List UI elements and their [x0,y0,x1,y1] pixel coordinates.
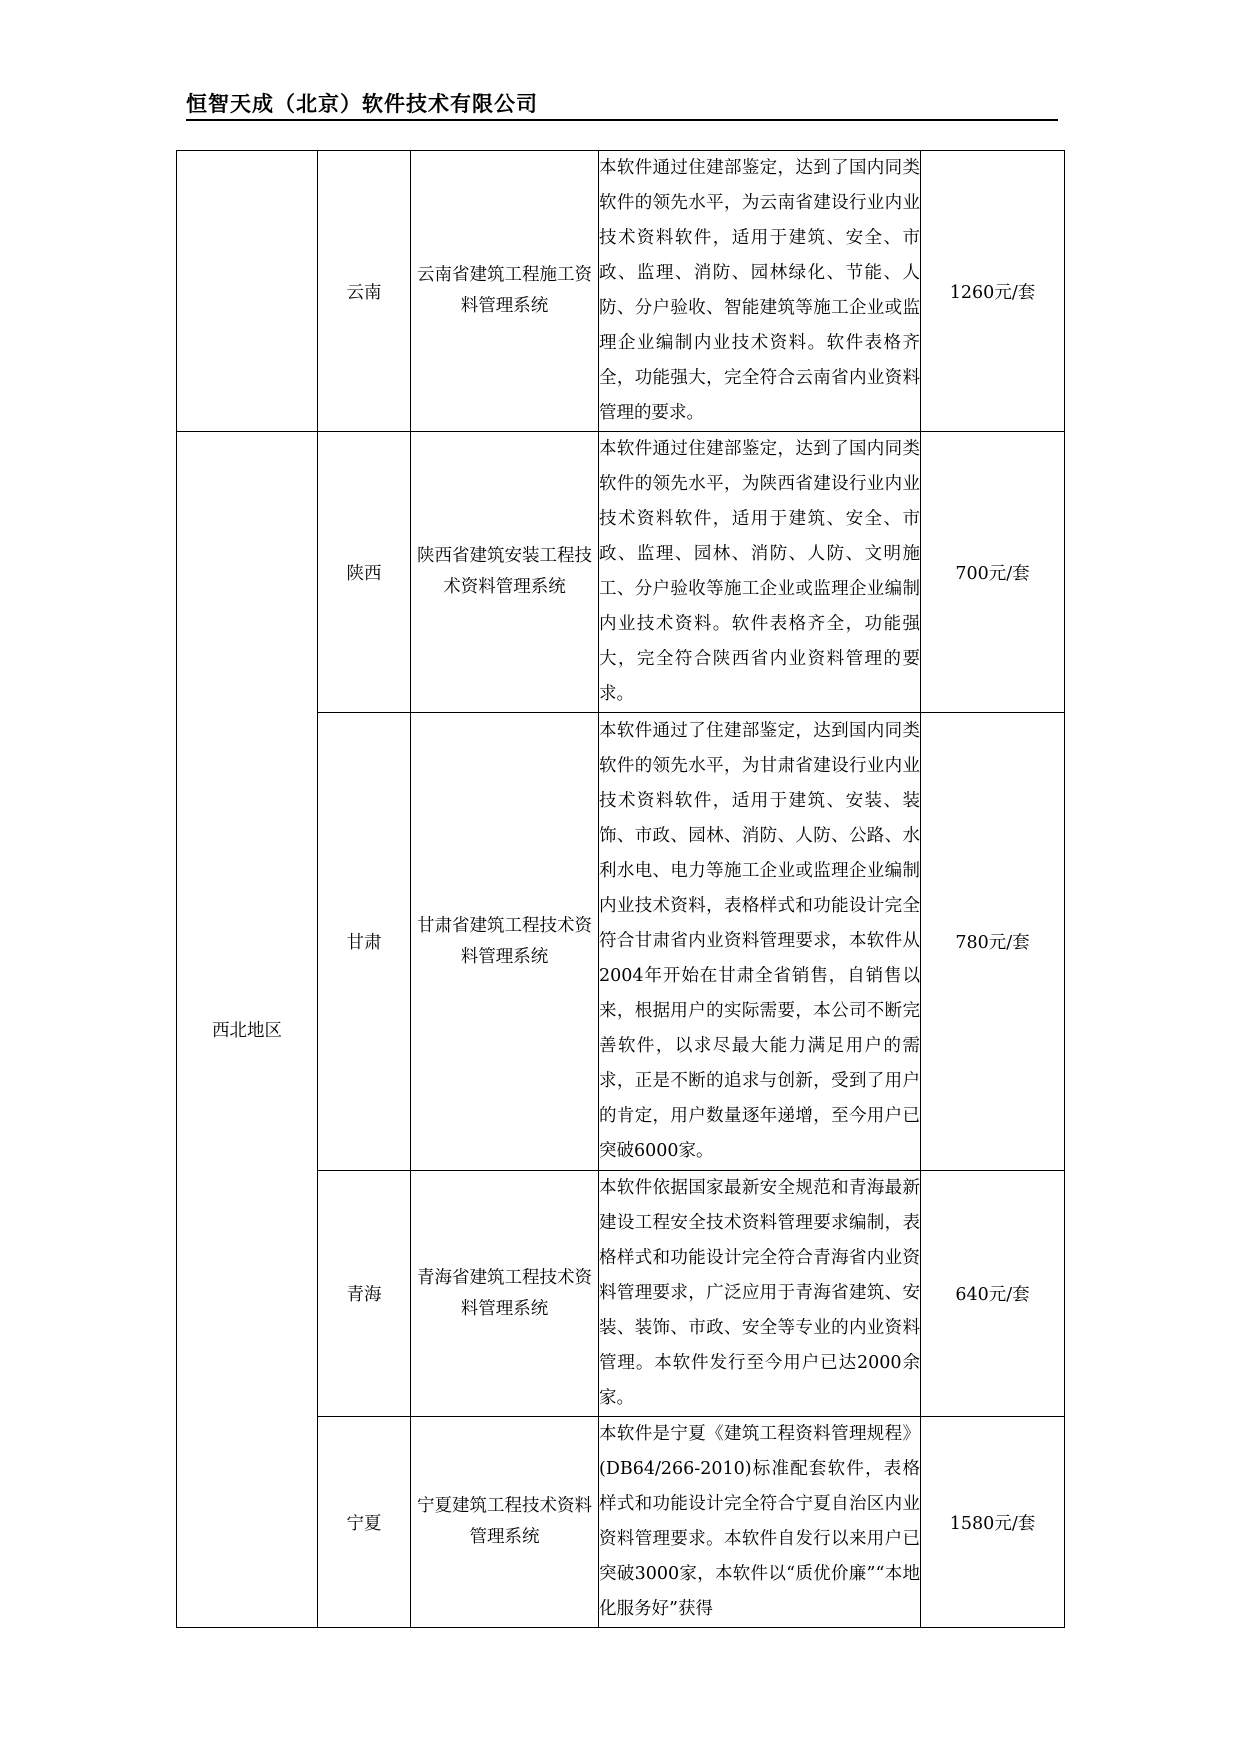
price-cell: 1580元/套 [921,1417,1065,1628]
system-name-cell: 甘肃省建筑工程技术资料管理系统 [411,713,599,1171]
description-cell: 本软件通过住建部鉴定，达到了国内同类软件的领先水平，为陕西省建设行业内业技术资料软件，适用于建筑、安全、市政、监理、园林、消防、人防、文明施工、分户验收等施工企业或监理企业编制内业技术资料。软件表格齐全，功能强大，完全符合陕西省内业资料管理的要求。 [599,432,921,713]
system-name-cell: 陕西省建筑安装工程技术资料管理系统 [411,432,599,713]
province-cell: 陕西 [318,432,411,713]
description-cell: 本软件通过住建部鉴定，达到了国内同类软件的领先水平，为云南省建设行业内业技术资料软件，适用于建筑、安全、市政、监理、消防、园林绿化、节能、人防、分户验收、智能建筑等施工企业或监理企业编制内业技术资料。软件表格齐全，功能强大，完全符合云南省内业资料管理的要求。 [599,151,921,432]
product-price-table [176,150,1065,1628]
province-cell: 宁夏 [318,1417,411,1628]
description-cell: 本软件依据国家最新安全规范和青海最新建设工程安全技术资料管理要求编制，表格样式和功能设计完全符合青海省内业资料管理要求，广泛应用于青海省建筑、安装、装饰、市政、安全等专业的内业资料管理。本软件发行至今用户已达2000余家。 [599,1171,921,1417]
region-cell-empty [177,151,318,432]
price-cell: 780元/套 [921,713,1065,1171]
description-cell: 本软件通过了住建部鉴定，达到国内同类软件的领先水平，为甘肃省建设行业内业技术资料软件，适用于建筑、安装、装饰、市政、园林、消防、人防、公路、水利水电、电力等施工企业或监理企业编制内业技术资料，表格样式和功能设计完全符合甘肃省内业资料管理要求，本软件从2004年开始在甘肃全省销售，自销售以来，根据用户的实际需要，本公司不断完善软件，以求尽最大能力满足用户的需求，正是不断的追求与创新，受到了用户的肯定，用户数量逐年递增，至今用户已突破6000家。 [599,713,921,1171]
description-cell: 本软件是宁夏《建筑工程资料管理规程》(DB64/266-2010)标准配套软件，表格样式和功能设计完全符合宁夏自治区内业资料管理要求。本软件自发行以来用户已突破3000家，本软件以“质优价廉”“本地化服务好”获得 [599,1417,921,1628]
province-cell: 云南 [318,151,411,432]
region-cell-northwest: 西北地区 [177,432,318,1628]
system-name-cell: 云南省建筑工程施工资料管理系统 [411,151,599,432]
table-row [177,432,1065,713]
price-cell: 700元/套 [921,432,1065,713]
price-cell: 1260元/套 [921,151,1065,432]
header-divider [186,119,1058,121]
company-header-title: 恒智天成（北京）软件技术有限公司 [186,92,538,116]
system-name-cell: 宁夏建筑工程技术资料管理系统 [411,1417,599,1628]
table-row [177,151,1065,432]
province-cell: 青海 [318,1171,411,1417]
system-name-cell: 青海省建筑工程技术资料管理系统 [411,1171,599,1417]
price-cell: 640元/套 [921,1171,1065,1417]
province-cell: 甘肃 [318,713,411,1171]
